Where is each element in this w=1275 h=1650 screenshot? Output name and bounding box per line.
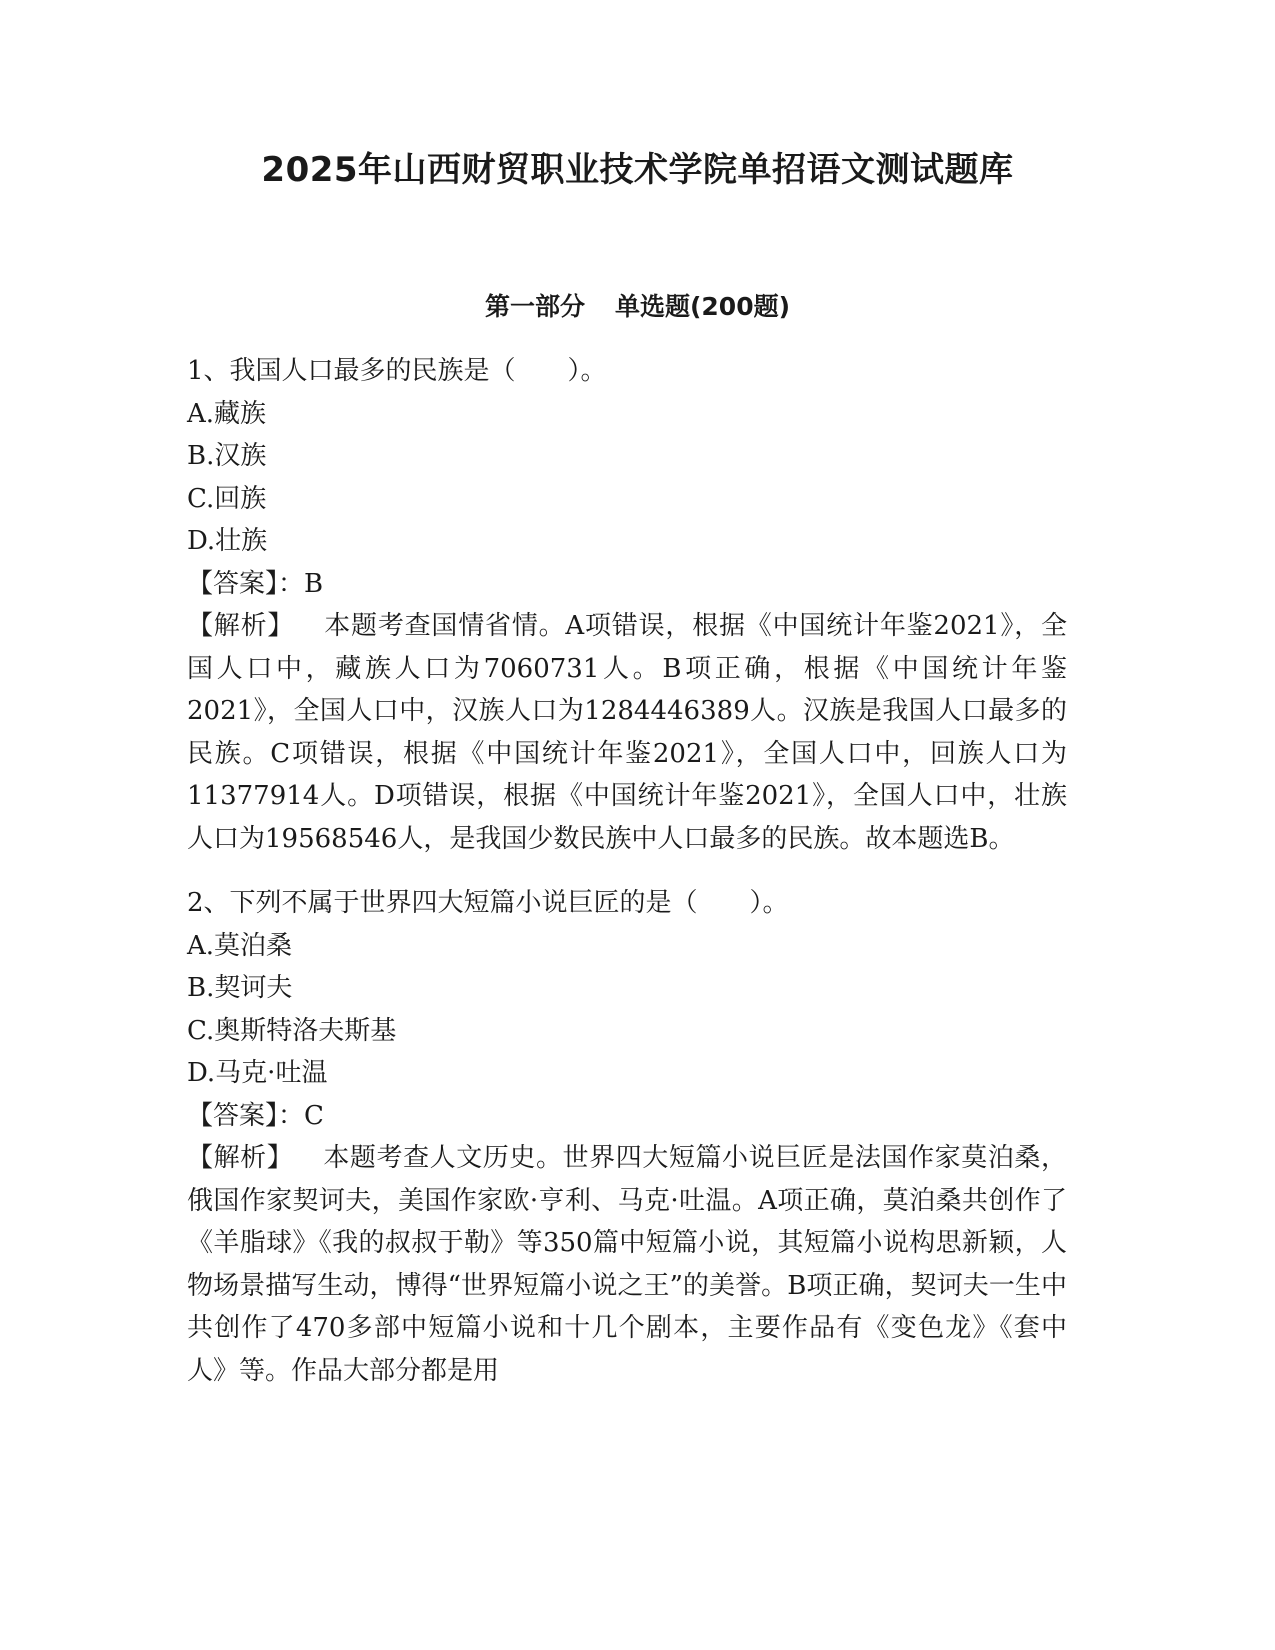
option-d: D.壮族 — [187, 526, 268, 556]
section-heading — [0, 290, 1275, 324]
analysis-label: 【解析】 — [187, 611, 295, 641]
answer-value: B — [304, 568, 324, 599]
question-list — [187, 350, 1087, 1392]
question-stem: 1、我国人口最多的民族是（ ）。 — [187, 356, 607, 386]
answer-line — [187, 1095, 1087, 1138]
question-item — [187, 882, 1087, 1392]
question-item — [187, 350, 1087, 860]
analysis-paragraph — [187, 605, 1067, 860]
answer-label: 【答案】： — [187, 568, 305, 599]
option-b: B.汉族 — [187, 441, 267, 471]
option-a: A.藏族 — [187, 398, 267, 429]
section-name: 单选题(200题) — [614, 292, 791, 321]
analysis-text: 本题考查人文历史。世界四大短篇小说巨匠是法国作家莫泊桑，俄国作家契诃夫，美国作家欧·亨利、马克·吐温。A项正确，莫泊桑共创作了《羊脂球》《我的叔叔于勒》等350篇中短篇小说，其短篇小说构思新颖，人物场景描写生动，博得“世界短篇小说之王”的美誉。B项正确，契诃夫一生中共创作了470多部中短篇小说和十几个剧本，主要作品有《变色龙》《套中人》等。作品大部分都是用 — [187, 1143, 1067, 1386]
answer-label: 【答案】： — [187, 1100, 305, 1131]
section-part: 第一部分 — [484, 292, 585, 321]
analysis-paragraph — [187, 1137, 1067, 1392]
option-d: D.马克·吐温 — [187, 1058, 328, 1088]
analysis-text: 本题考查国情省情。A项错误，根据《中国统计年鉴2021》，全国人口中，藏族人口为7060731人。B项正确，根据《中国统计年鉴2021》，全国人口中，汉族人口为1284446389人。汉族是我国人口最多的民族。C项错误，根据《中国统计年鉴2021》，全国人口中，回族人口为11377914人。D项错误，根据《中国统计年鉴2021》，全国人口中，壮族人口为19568546人，是我国少数民族中人口最多的民族。故本题选B。 — [187, 611, 1067, 854]
analysis-label: 【解析】 — [187, 1143, 294, 1173]
answer-value: C — [304, 1100, 324, 1131]
option-c: C.奥斯特洛夫斯基 — [187, 1015, 397, 1046]
option-c: C.回族 — [187, 483, 267, 514]
question-stem: 2、下列不属于世界四大短篇小说巨匠的是（ ）。 — [187, 888, 789, 918]
option-a: A.莫泊桑 — [187, 930, 293, 961]
document-title: 2025年山西财贸职业技术学院单招语文测试题库 — [261, 150, 1014, 190]
option-b: B.契诃夫 — [187, 973, 293, 1003]
answer-line — [187, 563, 1087, 606]
